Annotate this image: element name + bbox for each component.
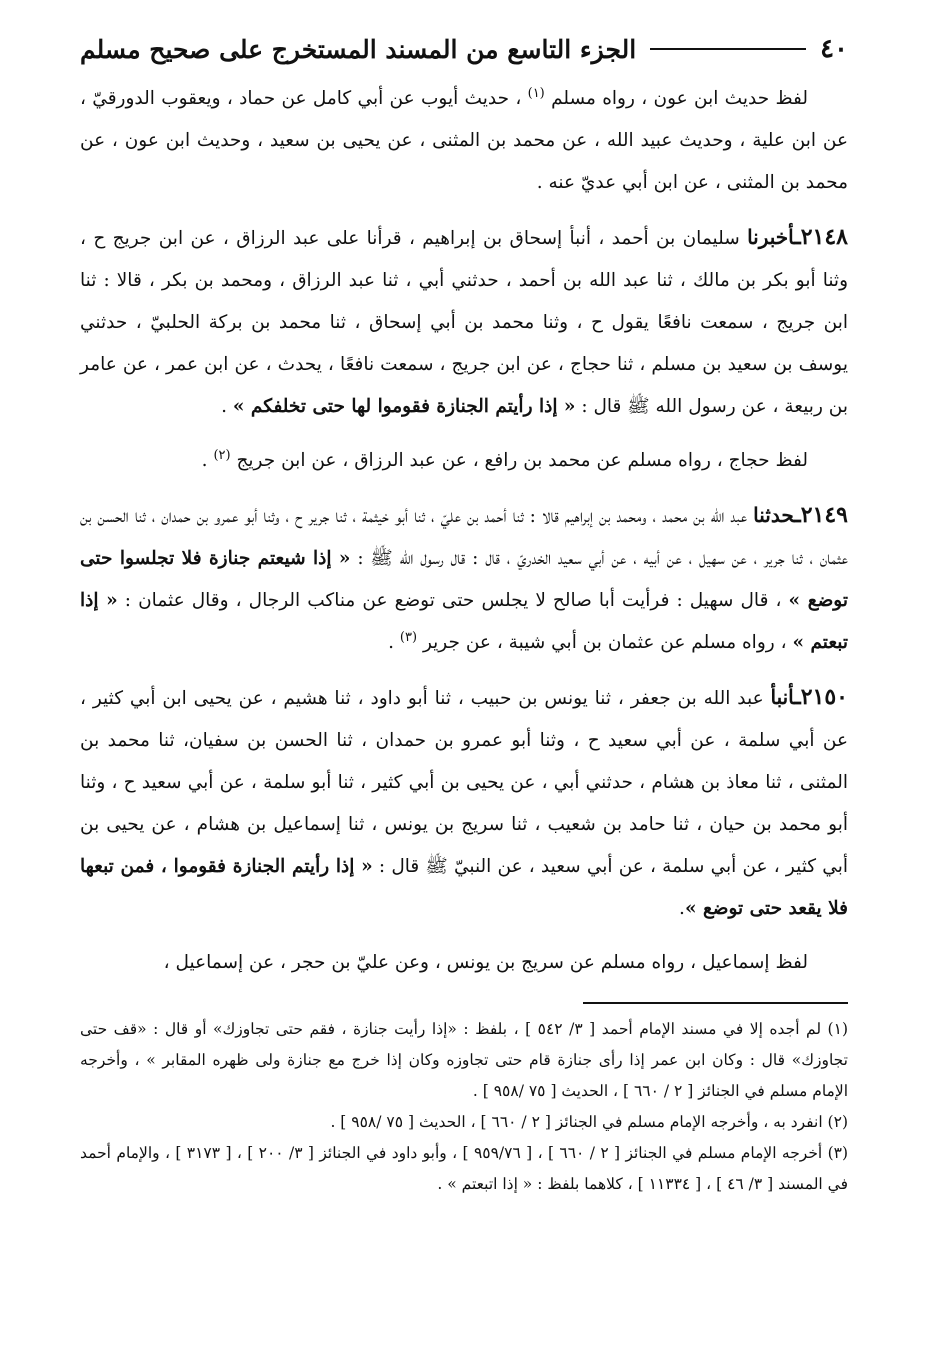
hadith-keyword: أنبأ <box>770 685 795 709</box>
footnote-ref-2[interactable]: (٢) <box>213 447 231 463</box>
paragraph-intro: لفظ حديث ابن عون ، رواه مسلم $^{(١)}$ ، حديث أيوب عن أبي كامل عن حماد ، ويعقوب الدورقيّ ، عن ابن علية ، وحديث عبيد الله ، عن محمد بن المثنى ، عن يحيى بن سعيد ، وحديث ابن عون ، عن محمد بن المثنى ، عن ابن أبي عديّ عنه . <box>80 85 848 193</box>
variant-quote: « إذا تبعتم » <box>80 590 848 653</box>
page-number: ٤٠ <box>820 34 848 64</box>
footnote-ref-1[interactable]: (١) <box>527 85 545 101</box>
footnotes <box>80 1014 848 1200</box>
prophetic-quote: « إذا رأيتم الجنازة فقوموا لها حتى تخلفكم » <box>232 396 576 417</box>
running-title: الجزء التاسع من المسند المستخرج على صحيح مسلم <box>80 34 637 64</box>
header-rule <box>650 48 806 50</box>
hadith-number: ٢١٥٠ <box>800 684 848 710</box>
footnote-1: (١) لم أجده إلا في مسند الإمام أحمد [ ٣/ ٥٤٢ ] ، بلفظ : «إذا رأيت جنازة ، فقم حتى تجاوزك» أو قال : «قف حتى تجاوزك» قال : وكان ابن عمر إذا رأى جنازة قام حتى تجاوزه وكان إذا خرج مع جنازة ولى ظهره المقابر » ، وأخرجه الإمام مسلم في الجنائز [ ٢ / ٦٦٠ ] ، الحديث [ ٧٥ /٩٥٨ ] . <box>80 1020 848 1100</box>
prophetic-quote: « إذا رأيتم الجنازة فقوموا ، فمن تبعها فلا يقعد حتى توضع » <box>80 856 848 919</box>
hadith-keyword: حدثنا <box>753 503 795 527</box>
footnote-ref-3[interactable]: (٣) <box>399 629 418 645</box>
hadith-2149: ٢١٤٩ـحدثنا عبد الله بن محمد ، ومحمد بن إبراهيم قالا : ثنا أحمد بن عليّ ، ثنا أبو خيثمة ، ثنا جرير ح ، وثنا أبو عمرو بن حمدان ، ثنا الحسن بن عثمان ، ثنا جرير ، عن سهيل ، عن أبيه ، عن أبي سعيد الخدريّ ، قال : قال رسول الله ﷺ : « إذا شيعتم جنازة فلا تجلسوا حتى توضع » ، قال سهيل : فرأيت أبا صالح لا يجلس حتى توضع عن مناكب الرجال ، وقال عثمان : « إذا تبعتم » ، رواه مسلم عن عثمان بن أبي شيبة ، عن جرير $^{(٣)}$ . <box>80 502 848 653</box>
hadith-number: ٢١٤٨ <box>800 224 848 250</box>
page-header <box>80 20 848 78</box>
paragraph-closing: لفظ إسماعيل ، رواه مسلم عن سريج بن يونس ، وعن عليّ بن حجر ، عن إسماعيل ، <box>163 952 808 973</box>
paragraph-commentary: لفظ حجاج ، رواه مسلم عن محمد بن رافع ، عن عبد الرزاق ، عن ابن جريج $^{(٢)}$ . <box>201 447 808 471</box>
footnote-2: (٢) انفرد به ، وأخرجه الإمام مسلم في الجنائز [ ٢ / ٦٦٠ ] ، الحديث [ ٧٥ /٩٥٨ ] . <box>330 1113 848 1131</box>
hadith-2148: ٢١٤٨ـأخبرنا سليمان بن أحمد ، أنبأ إسحاق بن إبراهيم ، قرأنا على عبد الرزاق ، عن ابن جريج ح ، وثنا أبو بكر بن مالك ، ثنا عبد الله بن أحمد ، حدثني أبي ، ثنا عبد الرزاق ، ومحمد بن بكر ، قالا : ثنا ابن جريج ، سمعت نافعًا يقول ح ، وثنا محمد بن أبي إسحاق ، ثنا محمد بن بركة الحلبيّ ، حدثني يوسف بن سعيد بن مسلم ، ثنا حجاج ، عن ابن جريج ، سمعت نافعًا ، يحدث ، عن ابن عمر ، عن عامر بن ربيعة ، عن رسول الله ﷺ قال : « إذا رأيتم الجنازة فقوموا لها حتى تخلفكم » . <box>80 224 848 417</box>
hadith-number: ٢١٤٩ <box>800 502 848 528</box>
prophetic-quote: « إذا شيعتم جنازة فلا تجلسوا حتى توضع » <box>80 548 848 611</box>
hadith-keyword: أخبرنا <box>747 225 795 249</box>
footnote-3: (٣) أخرجه الإمام مسلم في الجنائز [ ٢ / ٦٦٠ ] ، [ ٩٥٩/٧٦ ] ، وأبو داود في الجنائز [ ٣/ ٢٠٠ ] ، [ ٣١٧٣ ] ، والإمام أحمد في المسند [ ٣/ ٤٦ ] ، [ ١١٣٣٤ ] ، كلاهما بلفظ : « إذا اتبعتم » . <box>80 1144 849 1193</box>
main-text <box>80 78 848 984</box>
footnote-separator <box>583 1002 848 1004</box>
hadith-2150: ٢١٥٠ـأنبأ عبد الله بن جعفر ، ثنا يونس بن حبيب ، ثنا أبو داود ، ثنا هشيم ، عن يحيى ابن أبي كثير ، عن أبي سلمة ، عن أبي سعيد ح ، وثنا أبو عمرو بن حمدان ، ثنا الحسن بن سفيان، ثنا محمد بن المثنى ، ثنا معاذ بن هشام ، حدثني أبي ، عن يحيى بن أبي كثير ، ثنا أبو سلمة ، عن أبي سعيد ح ، وثنا أبو محمد بن حيان ، ثنا حامد بن شعيب ، ثنا سريج بن يونس ، ثنا إسماعيل بن هشام ، عن يحيى بن أبي كثير ، عن أبي سلمة ، عن أبي سعيد ، عن النبيّ ﷺ قال : « إذا رأيتم الجنازة فقوموا ، فمن تبعها فلا يقعد حتى توضع ». <box>80 684 848 919</box>
